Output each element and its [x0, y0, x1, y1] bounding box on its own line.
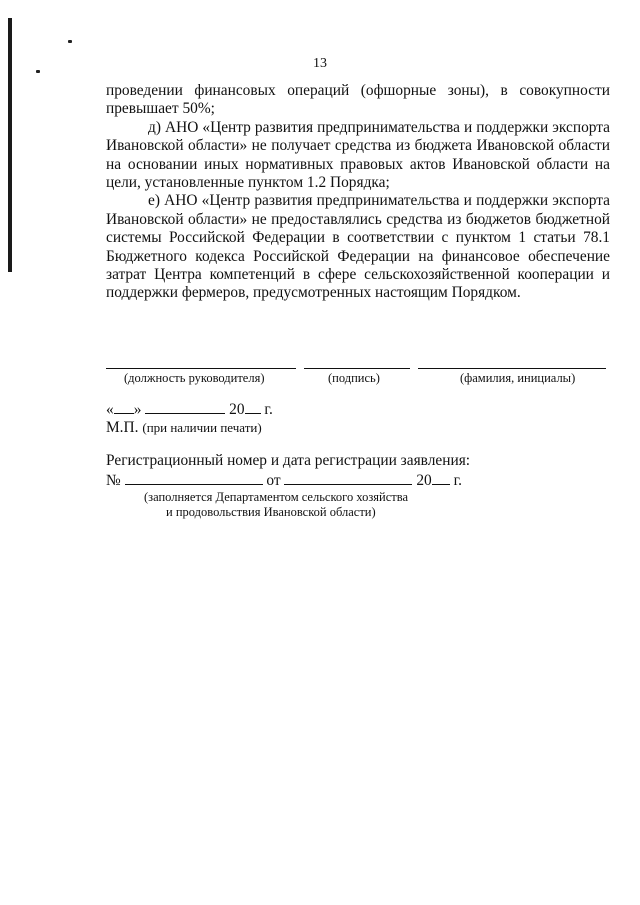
paragraph: д) АНО «Центр развития предпринимательства и поддержки экспорта Ивановской области» не получает средства из бюджета Ивановской области на основании иных нормативных правовых актов Ивановской области на цели, установленные пунктом 1.2 Порядка;: [106, 118, 610, 192]
seal-label: М.П.: [106, 419, 139, 436]
body-text: [106, 82, 610, 303]
registration-heading: Регистрационный номер и дата регистрации заявления:: [106, 452, 471, 469]
seal-note: (при наличии печати): [142, 420, 262, 435]
registration-number-blank: [125, 471, 263, 485]
date-open-quote: «: [106, 401, 114, 418]
date-line: [106, 400, 273, 419]
month-blank: [145, 400, 225, 414]
registration-year-suffix: г.: [453, 472, 463, 489]
registration-from-word: от: [266, 472, 281, 489]
signature-caption: (подпись): [328, 371, 380, 385]
registration-date-blank: [284, 471, 412, 485]
position-caption: (должность руководителя): [124, 371, 265, 385]
seal-line: [106, 419, 262, 437]
registration-note-line2: и продовольствия Ивановской области): [166, 505, 376, 519]
day-blank: [114, 400, 134, 414]
registration-year-blank: [432, 471, 450, 485]
registration-number-sign: №: [106, 472, 121, 489]
position-line: [106, 368, 296, 369]
date-year-suffix: г.: [264, 401, 273, 418]
year-blank: [245, 400, 261, 414]
paragraph: е) АНО «Центр развития предпринимательства и поддержки экспорта Ивановской области» не предоставлялись средства из бюджетов бюджетной системы Российской Федерации в соответствии с пунктом 1 статьи 78.1 Бюджетного кодекса Российской Федерации на финансовое обеспечение затрат Центра компетенций в сфере сельскохозяйственной кооперации и поддержки фермеров, предусмотренных настоящим Порядком.: [106, 192, 610, 302]
registration-year-prefix: 20: [416, 472, 432, 489]
date-close-quote: »: [133, 401, 142, 418]
signature-line: [304, 368, 410, 369]
registration-line: [106, 471, 462, 490]
page-number: 13: [313, 56, 327, 71]
scan-speck: [68, 40, 72, 43]
date-year-prefix: 20: [229, 401, 245, 418]
name-caption: (фамилия, инициалы): [460, 371, 576, 385]
paragraph: проведении финансовых операций (офшорные зоны), в совокупности превышает 50%;: [106, 82, 610, 118]
name-line: [418, 368, 606, 369]
registration-note-line1: (заполняется Департаментом сельского хозяйства: [144, 490, 409, 504]
